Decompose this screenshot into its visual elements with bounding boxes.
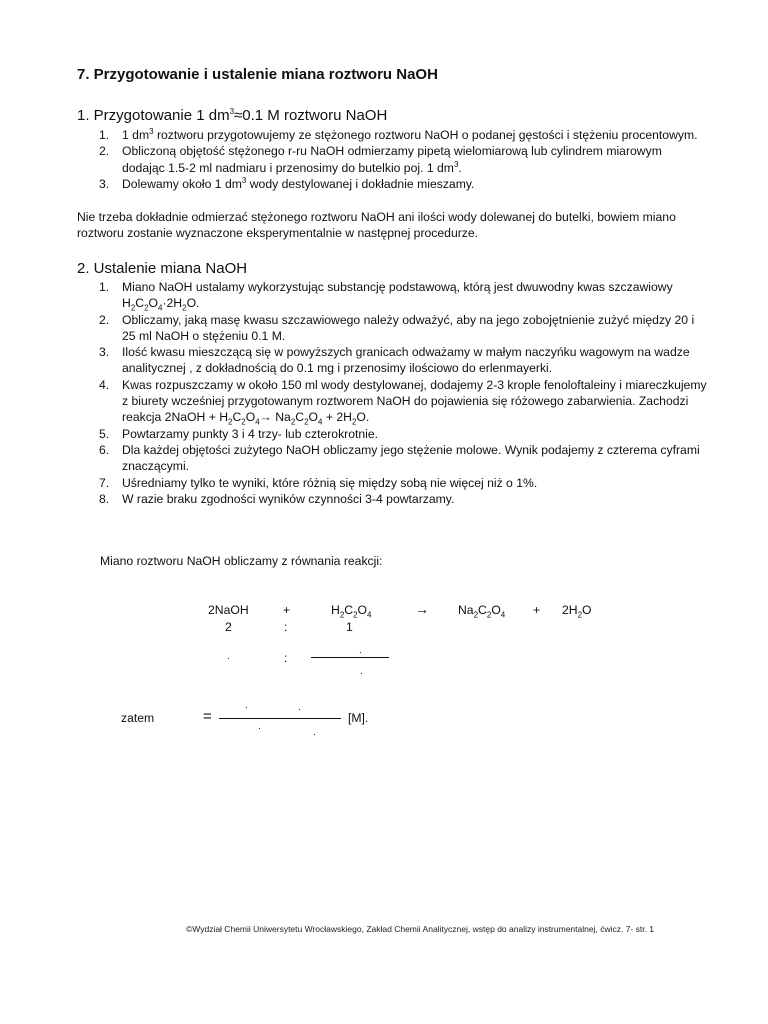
equation-acid: $H_2C_2O_4$ [331,603,372,620]
section1-list [77,127,707,192]
equation-naoh: 2NaOH [208,603,249,617]
formula-dot: . [227,651,230,662]
list-item: 6. Dla każdej objętości zużytego NaOH obliczamy jego stężenie molowe. Wynik podajemy z czterema cyframi znaczącymi. [99,442,700,474]
formula-dot: . [258,721,261,732]
section1-heading-sup: 3 [229,107,235,116]
fraction-bar [311,657,389,658]
list-item: 2. Obliczamy, jaką masę kwasu szczawiowego należy odważyć, aby na jego zobojętnienie zużyć między 20 i 25 ml NaOH o stężeniu 0.1 M. [99,312,695,343]
page-footer: ©Wydział Chemii Uniwersytetu Wrocławskiego, Zakład Chemii Analitycznej, wstęp do analizy instrumentalnej, ćwicz. 7- str. 1 [186,924,655,934]
equation-colon-2: : [284,651,288,665]
equation-coef-acid: 1 [346,620,353,634]
formula-dot: . [359,645,362,656]
formula-dot: . [245,700,248,711]
formula-dot: . [298,702,301,713]
page-title: 7. Przygotowanie i ustalenie miana roztworu NaOH [77,66,438,83]
list-item: 1. 1 $dm^3$ roztworu przygotowujemy ze stężonego roztworu NaOH o podanej gęstości i stężeniu procentowym. [99,126,698,142]
section2-list [77,279,707,507]
section2-heading: 2. Ustalenie miana NaOH [77,260,248,277]
list-item: 8. W razie braku zgodności wyników czynności 3-4 powtarzamy. [99,491,455,506]
equation-water: $2H_2O$ [562,603,592,620]
list-item: 1. Miano NaOH ustalamy wykorzystując substancję podstawową, którą jest dwuwodny kwas szczawiowy $H_2C_2O_4\cdot 2H_2O$. [99,280,673,313]
formula-dot: . [313,727,316,738]
section1-heading-text: 1. Przygotowanie 1 dm [77,107,230,124]
equals-sign: = [203,708,212,725]
equation-product: $Na_2C_2O_4$ [458,603,506,620]
list-item: 5. Powtarzamy punkty 3 i 4 trzy- lub czterokrotnie. [99,426,379,441]
list-item: 3. Ilość kwasu mieszczącą się w powyższych granicach odważamy w małym naczyńku wagowym na wadze analitycznej , z dokładnością do 0.1 mg i przenosimy ilościowo do erlenmayerki. [99,345,690,376]
unit-label: [M]. [348,711,369,725]
list-item: 3. Dolewamy około 1 $dm^3$ wody destylowanej i dokładnie mieszamy. [99,175,475,191]
fraction-bar [219,718,341,719]
equation-intro: Miano roztworu NaOH obliczamy z równania reakcji: [100,554,383,568]
section1-heading [77,107,387,124]
equation-colon: : [284,620,288,634]
equation-arrow: → [415,601,429,617]
list-item: 2. Obliczoną objętość stężonego r-ru NaOH odmierzamy pipetą wielomiarową lub cylindrem miarowym dodając 1.5-2 ml nadmiaru i przenosimy do butelkio poj. 1 $dm^3$. [99,144,662,175]
section1-heading-rest: ≈0.1 M roztworu NaOH [234,107,388,124]
formula-dot: . [360,666,363,677]
equation-plus-2: + [533,603,541,617]
zatem-label: zatem [121,711,155,725]
equation-coef-naoh: 2 [225,620,232,634]
equation-plus: + [283,603,291,617]
list-item: 4. Kwas rozpuszczamy w około 150 ml wody destylowanej, dodajemy 2-3 krople fenoloftaleiny i miareczkujemy z biurety wcześniej przygotowanym roztworem NaOH do pojawienia się różowego zabarwienia. Zachodzi reakcja 2NaOH + $H_2C_2O_4\to Na_2C_2O_4 + 2H_2O$. [99,377,707,427]
list-item: 7. Uśredniamy tylko te wyniki, które różnią się między sobą nie więcej niż o 1%. [99,475,538,490]
section1-note: Nie trzeba dokładnie odmierzać stężonego roztworu NaOH ani ilości wody dolewanej do butelki, bowiem miano roztworu zostanie wyznaczone eksperymentalnie w następnej procedurze. [77,210,676,241]
